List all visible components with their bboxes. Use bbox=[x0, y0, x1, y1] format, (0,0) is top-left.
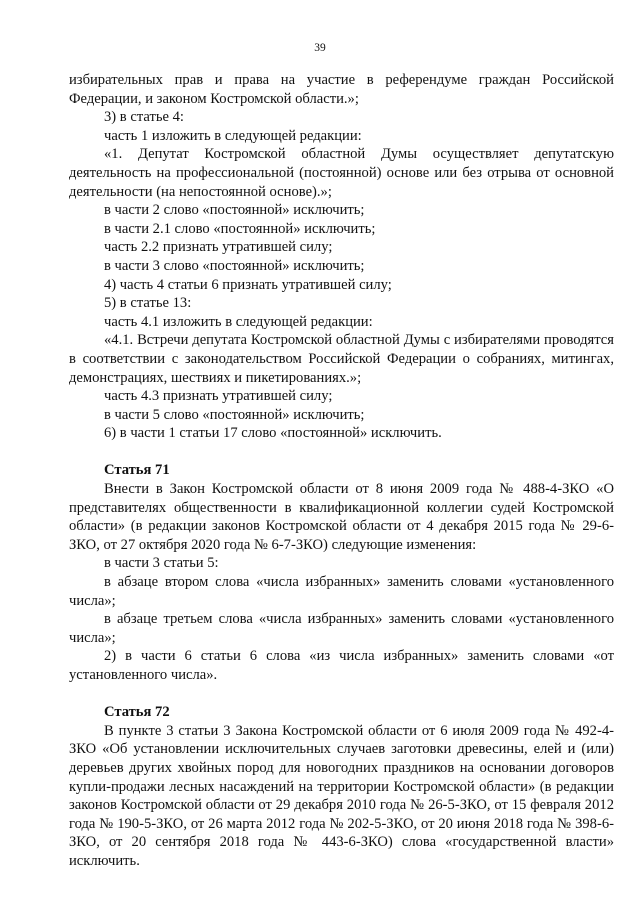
document-body bbox=[69, 71, 614, 871]
paragraph: в части 5 слово «постоянной» исключить; bbox=[104, 406, 365, 423]
page-number: 39 bbox=[314, 42, 326, 54]
paragraph: в части 2 слово «постоянной» исключить; bbox=[104, 202, 365, 219]
paragraph: в абзаце втором слова «числа избранных» заменить словами «установленного числа»; bbox=[69, 574, 614, 609]
article-heading: Статья 71 bbox=[104, 462, 170, 479]
paragraph: «1. Депутат Костромской областной Думы осуществляет депутатскую деятельность на профессиональной (постоянной) основе или без отрыва от основной деятельности (на непостоянной основе).»; bbox=[69, 146, 614, 200]
paragraph: 5) в статье 13: bbox=[104, 295, 192, 312]
paragraph: в абзаце третьем слова «числа избранных» заменить словами «установленного числа»; bbox=[69, 611, 614, 646]
paragraph: в части 3 статьи 5: bbox=[104, 555, 219, 572]
paragraph: избирательных прав и права на участие в референдуме граждан Российской Федерации, и законом Костромской области.»; bbox=[69, 72, 614, 107]
paragraph: 6) в части 1 статьи 17 слово «постоянной» исключить. bbox=[104, 425, 442, 442]
paragraph-gap bbox=[69, 685, 614, 704]
paragraph: 3) в статье 4: bbox=[104, 109, 184, 126]
paragraph: 2) в части 6 статьи 6 слова «из числа избранных» заменить словами «от установленного числа». bbox=[69, 648, 614, 683]
article-heading: Статья 72 bbox=[104, 704, 170, 721]
paragraph: в части 3 слово «постоянной» исключить; bbox=[104, 257, 365, 274]
paragraph: часть 4.1 изложить в следующей редакции: bbox=[104, 313, 373, 330]
paragraph: Внести в Закон Костромской области от 8 июня 2009 года № 488-4-ЗКО «О представителях общественности в квалификационной коллегии судей Костромской области» (в редакции законов Костромской области от 4 декабря 2015 года № 29-6-ЗКО, от 27 октября 2020 года № 6-7-ЗКО) следующие изменения: bbox=[69, 481, 614, 553]
paragraph: в части 2.1 слово «постоянной» исключить; bbox=[104, 220, 376, 237]
paragraph: часть 2.2 признать утратившей силу; bbox=[104, 239, 333, 256]
paragraph: 4) часть 4 статьи 6 признать утратившей силу; bbox=[104, 276, 392, 293]
paragraph: часть 4.3 признать утратившей силу; bbox=[104, 388, 333, 405]
paragraph-gap bbox=[69, 443, 614, 462]
paragraph: часть 1 изложить в следующей редакции: bbox=[104, 127, 362, 144]
paragraph: В пункте 3 статьи 3 Закона Костромской области от 6 июля 2009 года № 492-4-ЗКО «Об установлении исключительных случаев заготовки древесины, елей и (или) деревьев других хвойных пород для новогодних праздников на основании договоров купли-продажи лесных насаждений на территории Костромской области» (в редакции законов Костромской области от 29 декабря 2010 года № 26-5-ЗКО, от 15 февраля 2012 года № 190-5-ЗКО, от 26 марта 2012 года № 202-5-ЗКО, от 20 июня 2018 года № 398-6-ЗКО, от 20 сентября 2018 года № 443-6-ЗКО) слова «государственной власти» исключить. bbox=[69, 722, 614, 869]
paragraph: «4.1. Встречи депутата Костромской областной Думы с избирателями проводятся в соответствии с законодательством Российской Федерации о собраниях, митингах, демонстрациях, шествиях и пикетированиях.»; bbox=[69, 332, 614, 386]
